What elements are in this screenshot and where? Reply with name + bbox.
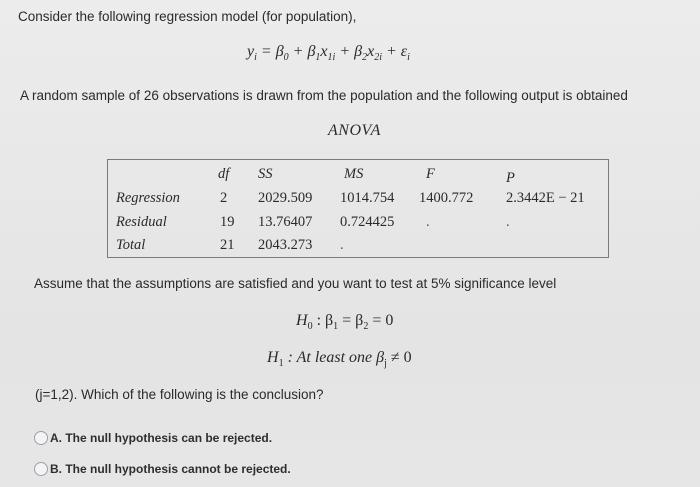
option-a-label: A. The null hypothesis can be rejected. [50,431,273,445]
question-text: (j=1,2). Which of the following is the conclusion? [35,387,324,402]
row-label-total: Total [116,237,146,253]
residual-f: . [426,214,430,230]
option-b-label: B. The null hypothesis cannot be rejected. [50,462,291,476]
header-p: P [506,170,515,186]
null-hypothesis: $H_0$ : $\beta_1 = \beta_2 = 0$ [296,312,394,333]
anova-title: ANOVA [328,122,381,139]
regression-f: 1400.772 [419,190,474,206]
total-ss: 2043.273 [258,237,313,253]
sample-description: A random sample of 26 observations is drawn from the population and the following output is obtained [20,88,628,103]
header-f: F [426,166,435,182]
regression-df: 2 [220,190,228,206]
intro-text: Consider the following regression model (for population), [18,9,357,24]
header-df: df [218,166,230,182]
row-label-regression: Regression [116,190,180,206]
regression-p: 2.3442E − 21 [506,190,585,206]
anova-table [107,159,609,258]
total-df: 21 [220,237,235,253]
row-label-residual: Residual [116,214,167,230]
option-b[interactable] [34,462,291,476]
header-ms: MS [344,166,364,182]
regression-ss: 2029.509 [258,190,313,206]
header-ss: SS [258,166,273,182]
regression-ms: 1014.754 [340,190,395,206]
residual-ms: 0.724425 [340,214,395,230]
residual-df: 19 [220,214,235,230]
option-a[interactable] [34,431,272,445]
option-b-radio[interactable] [34,462,48,476]
model-equation: $y_i = \beta_0 + \beta_1x_{1i} + \beta_2x_{2i} + \varepsilon_i$ [247,43,410,64]
total-ms: . [340,237,344,253]
option-a-radio[interactable] [34,431,48,445]
residual-ss: 13.76407 [258,214,313,230]
residual-p: . [506,214,510,230]
assumption-text: Assume that the assumptions are satisfied and you want to test at 5% significance level [34,276,557,291]
alternative-hypothesis: $H_1$ : At least one $\beta_j \ne 0$ [267,349,412,370]
